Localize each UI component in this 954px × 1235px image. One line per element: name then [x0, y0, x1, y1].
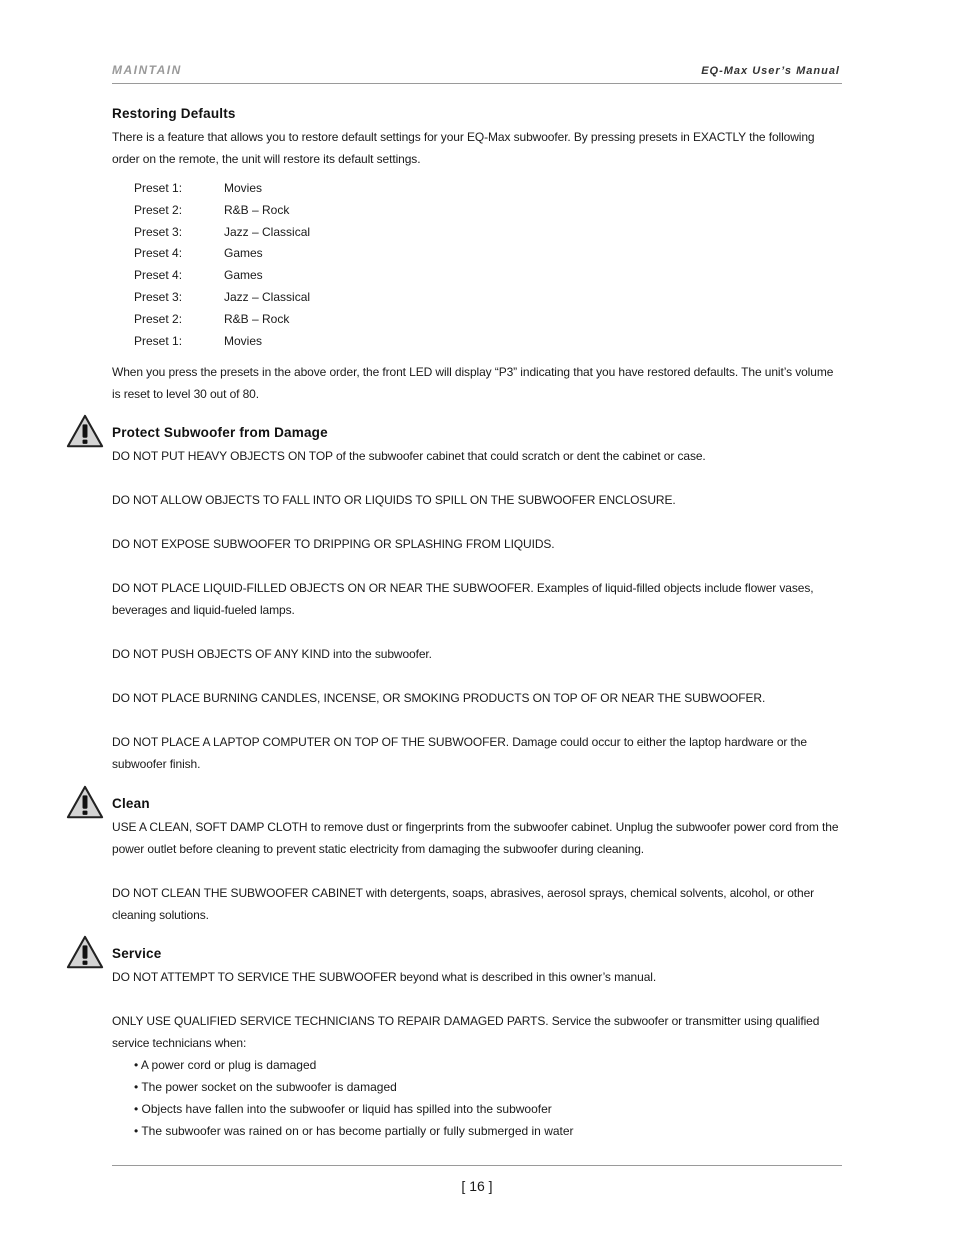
preset-number: Preset 1: [134, 181, 183, 195]
preset-row [134, 200, 842, 222]
header-divider [112, 83, 842, 84]
preset-name: Jazz – Classical [224, 224, 311, 239]
preset-number: Preset 1: [134, 333, 183, 348]
protect-paragraph: DO NOT PLACE BURNING CANDLES, INCENSE, OR SMOKING PRODUCTS ON TOP OF OR NEAR THE SUBWOOFER. [112, 691, 766, 706]
preset-number: Preset 3: [134, 289, 183, 304]
preset-row [134, 243, 842, 265]
protect-paragraph: DO NOT EXPOSE SUBWOOFER TO DRIPPING OR SPLASHING FROM LIQUIDS. [112, 537, 555, 552]
protect-paragraph: DO NOT PUSH OBJECTS OF ANY KIND into the subwoofer. [112, 647, 432, 662]
preset-name: Jazz – Classical [224, 289, 311, 304]
service-heading: Service [112, 946, 162, 962]
restoring-intro: There is a feature that allows you to restore default settings for your EQ-Max subwoofer. By pressing presets in EXACTLY the following order on the remote, the unit will restore its default settings. [112, 130, 815, 166]
restoring-outro: When you press the presets in the above order, the front LED will display “P3” indicating that you have restored defaults. The unit’s volume is reset to level 30 out of 80. [112, 365, 834, 402]
warning-icon [66, 934, 104, 972]
protect-paragraph: DO NOT PUT HEAVY OBJECTS ON TOP of the subwoofer cabinet that could scratch or dent the cabinet or case. [112, 449, 706, 464]
preset-name: R&B – Rock [224, 202, 290, 217]
list-item: • A power cord or plug is damaged [134, 1058, 317, 1073]
footer-divider [112, 1165, 842, 1166]
preset-number: Preset 2: [134, 202, 183, 217]
preset-name: Movies [224, 181, 263, 195]
preset-row [134, 309, 842, 331]
service-paragraph: ONLY USE QUALIFIED SERVICE TECHNICIANS TO REPAIR DAMAGED PARTS. Service the subwoofer or transmitter using qualified service technicians when: [112, 1014, 820, 1051]
warning-icon [66, 784, 104, 822]
restoring-defaults-section [112, 106, 842, 405]
clean-section [112, 796, 842, 926]
preset-number: Preset 2: [134, 311, 183, 326]
preset-row [134, 178, 842, 200]
clean-heading: Clean [112, 796, 150, 812]
preset-name: R&B – Rock [224, 311, 290, 326]
page-content [112, 106, 842, 1142]
protect-paragraph: DO NOT PLACE A LAPTOP COMPUTER ON TOP OF THE SUBWOOFER. Damage could occur to either the laptop hardware or the subwoofer finish. [112, 735, 807, 772]
preset-name: Games [224, 268, 263, 283]
service-section [112, 946, 842, 1142]
header-section-label: MAINTAIN [112, 63, 182, 77]
preset-row [134, 222, 842, 244]
preset-row [134, 287, 842, 309]
clean-paragraph: DO NOT CLEAN THE SUBWOOFER CABINET with detergents, soaps, abrasives, aerosol sprays, chemical solvents, alcohol, or other cleaning solutions. [112, 886, 815, 923]
page-number: [ 16 ] [461, 1178, 493, 1194]
list-item: • The power socket on the subwoofer is damaged [134, 1080, 397, 1095]
preset-row [134, 331, 842, 353]
list-item: • The subwoofer was rained on or has become partially or fully submerged in water [134, 1124, 574, 1139]
protect-paragraph: DO NOT ALLOW OBJECTS TO FALL INTO OR LIQUIDS TO SPILL ON THE SUBWOOFER ENCLOSURE. [112, 493, 676, 508]
preset-list [134, 178, 842, 352]
clean-paragraph: USE A CLEAN, SOFT DAMP CLOTH to remove dust or fingerprints from the subwoofer cabinet. Unplug the subwoofer power cord from the power outlet before cleaning to prevent static electricity from damaging the subwoofer during cleaning. [112, 820, 839, 857]
restoring-defaults-heading: Restoring Defaults [112, 106, 236, 121]
list-item: • Objects have fallen into the subwoofer or liquid has spilled into the subwoofer [134, 1102, 552, 1117]
preset-number: Preset 4: [134, 268, 183, 283]
service-bullet-list [134, 1054, 842, 1142]
protect-heading: Protect Subwoofer from Damage [112, 425, 328, 441]
preset-number: Preset 3: [134, 224, 183, 239]
service-paragraph: DO NOT ATTEMPT TO SERVICE THE SUBWOOFER beyond what is described in this owner’s manual. [112, 970, 657, 985]
preset-number: Preset 4: [134, 246, 183, 261]
preset-name: Games [224, 246, 263, 261]
protect-section [112, 425, 842, 775]
warning-icon [66, 413, 104, 451]
header-manual-title: EQ-Max User’s Manual [701, 65, 840, 77]
preset-row [134, 265, 842, 287]
preset-name: Movies [224, 333, 263, 348]
protect-paragraph: DO NOT PLACE LIQUID-FILLED OBJECTS ON OR NEAR THE SUBWOOFER. Examples of liquid-filled objects include flower vases, beverages and liquid-fueled lamps. [112, 581, 814, 618]
